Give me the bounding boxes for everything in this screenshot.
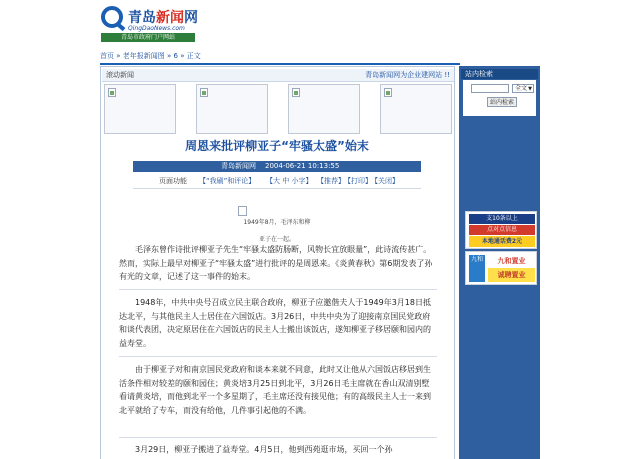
print-button[interactable]: 【打印】 (344, 177, 372, 185)
broken-image-icon (384, 88, 392, 97)
logo-bar[interactable]: 青岛市政府门户网站 (101, 33, 195, 42)
page-tools (133, 175, 421, 187)
enterprise-website-link[interactable]: 青岛新闻网为企业建网站 !! (365, 71, 450, 79)
breadcrumb-separator: » (116, 52, 123, 60)
logo-q-icon (101, 6, 123, 28)
news-tabbar (102, 69, 454, 82)
ad-line: 支10条以上 (469, 214, 535, 224)
breadcrumb-home[interactable]: 首页 (100, 52, 114, 60)
breadcrumb-separator: » (166, 52, 174, 60)
logo-prefix: 青岛 (128, 10, 156, 26)
breadcrumb-item-current: 正文 (186, 52, 201, 60)
sidebar (459, 66, 540, 459)
search-scope-value: 全文 (515, 85, 528, 92)
article-paragraph: 1948年，中共中央号召成立民主联合政府，柳亚子应邀偕夫人于1949年3月18日抵达北平，与其他民主人士居住在六国饭店。3月26日，中共中央为了迎接南京国民党政府和谈代表团，决定原居住在六国饭店的民主人士搬出该饭店，遂知柳亚子移居颐和园内的益寿堂。 (119, 298, 431, 348)
site-logo[interactable] (128, 7, 198, 27)
article-paragraph: 毛泽东曾作诗批评柳亚子先生“牢骚太盛防肠断，风物长宜放眼量”，此诗流传甚广。然而，实际上最早对柳亚子“牢骚太盛”进行批评的是周恩来。《炎黄春秋》第6期发表了孙有光的文章，记述了这一事件的始末。 (119, 245, 433, 281)
ad-subtitle: 诚聘置业 (488, 268, 535, 282)
main-column (100, 66, 455, 459)
article-photo (238, 206, 247, 216)
breadcrumb-separator: » (180, 52, 187, 60)
thumbnail-image[interactable] (104, 84, 176, 134)
site-search-tab[interactable]: 站内检索 (461, 69, 538, 79)
paragraph-divider (119, 356, 437, 357)
ad-line: 本地通话费2元 (469, 236, 535, 247)
search-scope-select[interactable] (512, 84, 534, 93)
article-info-bar (133, 161, 421, 172)
article-datetime: 2004-06-21 10:13:55 (265, 162, 340, 170)
page-tools-label: 页面功能 (159, 177, 187, 185)
breadcrumb-item-page[interactable]: 6 (173, 52, 178, 60)
ad-logo: 九和 (469, 255, 485, 282)
logo-suffix: 网 (184, 10, 198, 26)
close-button[interactable]: 【关闭】 (371, 177, 399, 185)
ad-line: 点对点信息 (469, 225, 535, 235)
breadcrumb-item-category[interactable]: 老年报新闻图 (122, 52, 165, 60)
paragraph-divider (119, 437, 437, 438)
photo-caption: 1949年8月，毛泽东和柳 (243, 219, 311, 226)
broken-image-icon (292, 88, 300, 97)
ad-title: 九和置业 (488, 255, 535, 267)
broken-image-icon (108, 88, 116, 97)
site-search-panel (463, 80, 536, 116)
realestate-ad-banner[interactable] (465, 251, 537, 285)
sms-ad-banner[interactable] (465, 211, 537, 249)
image-thumbnails (104, 84, 452, 140)
thumbnail-image[interactable] (380, 84, 452, 134)
recommend-button[interactable]: 【推荐】 (317, 177, 345, 185)
thumbnail-image[interactable] (288, 84, 360, 134)
font-size-button[interactable]: 【大 中 小字】 (266, 177, 313, 185)
breadcrumb-divider (100, 63, 460, 65)
logo-highlight: 新闻 (156, 10, 184, 26)
article-title: 周恩来批评柳亚子“牢骚太盛”始末 (185, 139, 369, 153)
chevron-down-icon: ▼ (528, 86, 532, 92)
article-paragraph: 3月29日，柳亚子搬进了益寿堂。4月5日，他到西苑逛市场，买回一个孙 (135, 445, 393, 454)
broken-image-icon (200, 88, 208, 97)
photo-caption-2: 亚子在一起。 (258, 236, 295, 243)
thumbnail-image[interactable] (196, 84, 268, 134)
paragraph-divider (119, 289, 437, 290)
site-header (0, 0, 640, 48)
logo-url-text: QingDaoNews.com (128, 25, 185, 32)
site-search-button[interactable]: 站内检索 (487, 97, 517, 107)
article-source: 青岛新闻网 (221, 162, 256, 170)
tools-divider (133, 188, 421, 189)
comment-button[interactable]: 【“我刷”和评论】 (199, 177, 256, 185)
article-paragraph: 由于柳亚子对和南京国民党政府和谈本来就不同意，此时又让他从六国饭店移居到生活条件相对较差的颐和园住；黄炎培3月25日到北平，3月26日毛主席就在香山双清别墅看请黄炎培，而他到北平一个多星期了，毛主席还没有接见他；有的高级民主人士一来到北平就给了专车，而没有给他，几件事引起他的不满。 (119, 365, 431, 415)
tab-scroll-news[interactable]: 滚动新闻 (106, 71, 134, 79)
site-search-input[interactable] (471, 84, 509, 93)
breadcrumb (100, 50, 640, 62)
